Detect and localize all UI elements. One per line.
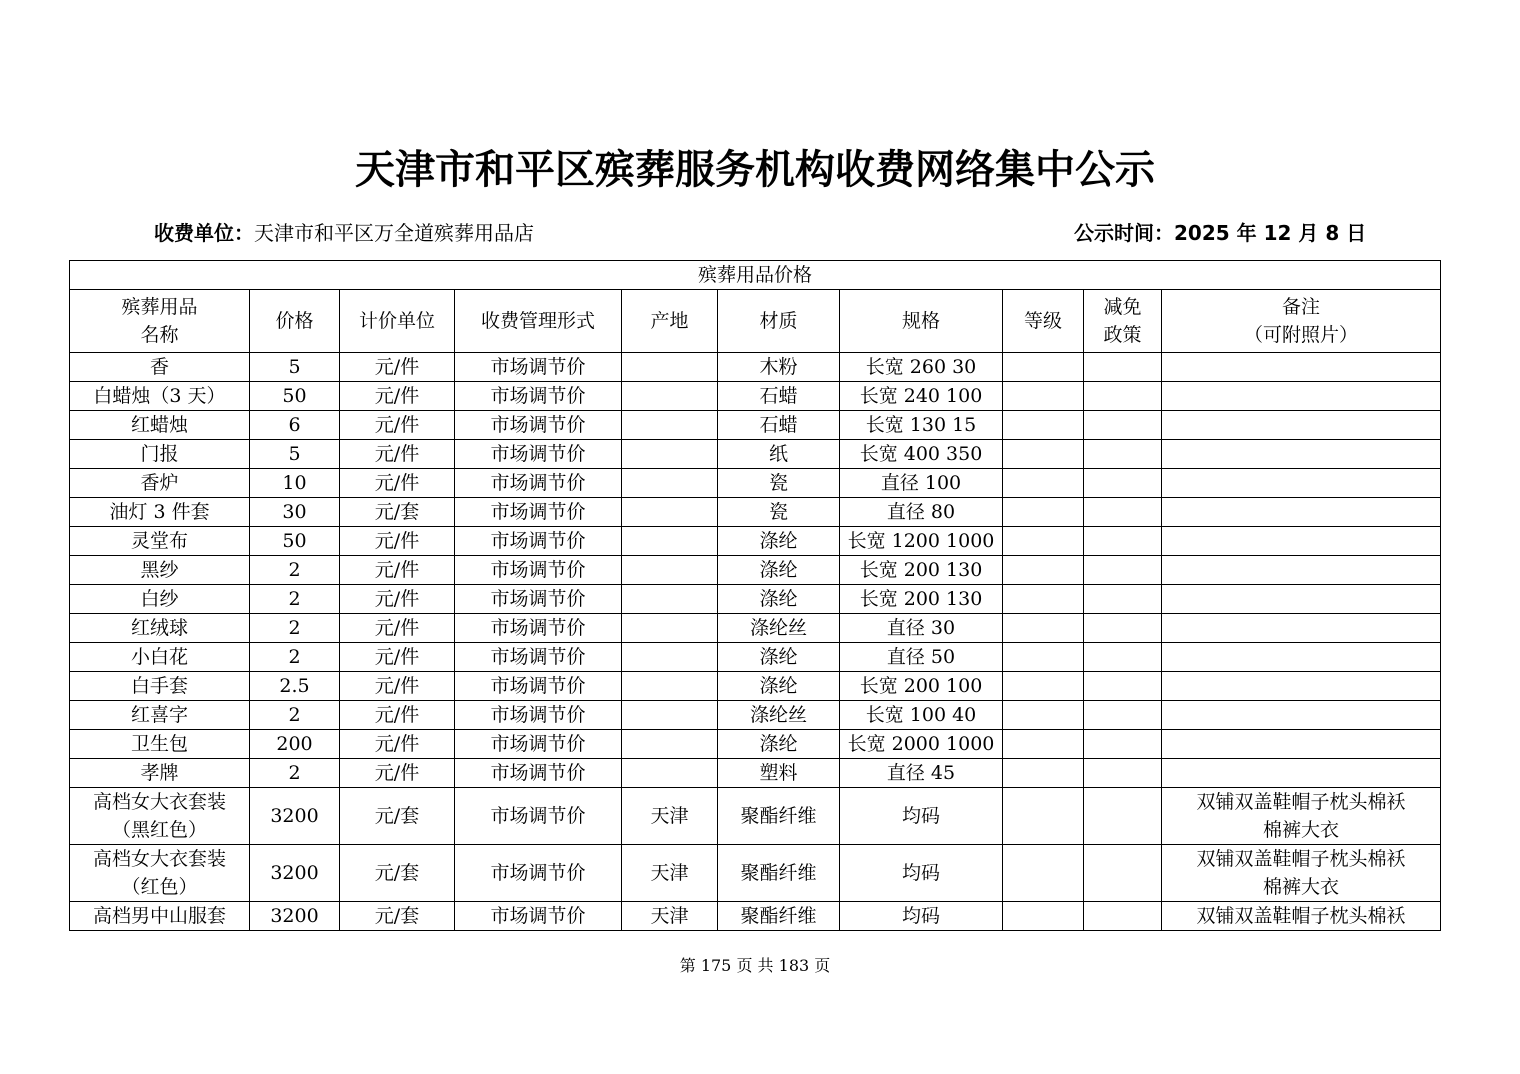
header-unit: 计价单位	[340, 290, 455, 353]
table-row	[70, 672, 1441, 701]
cell-mgmt: 市场调节价	[455, 353, 622, 382]
cell-unit: 元/件	[340, 382, 455, 411]
cell-name: 高档女大衣套装 （黑红色）	[70, 788, 250, 845]
cell-spec: 长宽 2000 1000	[840, 730, 1003, 759]
cell-name: 门报	[70, 440, 250, 469]
cell-grade	[1003, 845, 1084, 902]
cell-name: 红绒球	[70, 614, 250, 643]
cell-unit: 元/套	[340, 845, 455, 902]
header-relief: 减免 政策	[1084, 290, 1162, 353]
cell-relief	[1084, 585, 1162, 614]
cell-unit: 元/套	[340, 902, 455, 931]
cell-mgmt: 市场调节价	[455, 556, 622, 585]
cell-grade	[1003, 411, 1084, 440]
cell-remark: 双铺双盖鞋帽子枕头棉袄 棉裤大衣	[1162, 845, 1441, 902]
cell-spec: 长宽 130 15	[840, 411, 1003, 440]
page-total: 183	[778, 956, 810, 975]
cell-relief	[1084, 902, 1162, 931]
cell-remark	[1162, 440, 1441, 469]
cell-origin	[622, 556, 718, 585]
cell-material: 涤纶	[718, 556, 840, 585]
cell-relief	[1084, 469, 1162, 498]
cell-origin	[622, 382, 718, 411]
table-row	[70, 411, 1441, 440]
cell-origin	[622, 759, 718, 788]
section-title: 殡葬用品价格	[70, 261, 1441, 290]
cell-remark: 双铺双盖鞋帽子枕头棉袄 棉裤大衣	[1162, 788, 1441, 845]
header-material: 材质	[718, 290, 840, 353]
cell-unit: 元/套	[340, 788, 455, 845]
cell-origin	[622, 701, 718, 730]
cell-material: 聚酯纤维	[718, 902, 840, 931]
header-origin: 产地	[622, 290, 718, 353]
cell-origin	[622, 411, 718, 440]
cell-relief	[1084, 614, 1162, 643]
cell-relief	[1084, 527, 1162, 556]
cell-price: 5	[250, 353, 340, 382]
cell-relief	[1084, 701, 1162, 730]
table-row	[70, 614, 1441, 643]
cell-remark	[1162, 556, 1441, 585]
cell-unit: 元/件	[340, 556, 455, 585]
cell-name: 小白花	[70, 643, 250, 672]
cell-mgmt: 市场调节价	[455, 643, 622, 672]
cell-origin	[622, 585, 718, 614]
cell-origin	[622, 672, 718, 701]
cell-unit: 元/件	[340, 353, 455, 382]
cell-grade	[1003, 353, 1084, 382]
cell-price: 6	[250, 411, 340, 440]
cell-name: 卫生包	[70, 730, 250, 759]
cell-mgmt: 市场调节价	[455, 527, 622, 556]
cell-remark	[1162, 353, 1441, 382]
cell-relief	[1084, 353, 1162, 382]
cell-mgmt: 市场调节价	[455, 730, 622, 759]
cell-unit: 元/件	[340, 730, 455, 759]
cell-remark	[1162, 411, 1441, 440]
cell-material: 涤纶丝	[718, 701, 840, 730]
page-mid: 页 共	[736, 956, 774, 975]
cell-material: 塑料	[718, 759, 840, 788]
cell-origin	[622, 353, 718, 382]
cell-origin	[622, 643, 718, 672]
fee-unit-line	[154, 218, 534, 248]
cell-unit: 元/件	[340, 614, 455, 643]
cell-relief	[1084, 788, 1162, 845]
header-grade: 等级	[1003, 290, 1084, 353]
cell-origin	[622, 527, 718, 556]
cell-material: 石蜡	[718, 382, 840, 411]
cell-mgmt: 市场调节价	[455, 902, 622, 931]
cell-name: 白手套	[70, 672, 250, 701]
cell-origin: 天津	[622, 845, 718, 902]
page-footer	[0, 953, 1510, 976]
cell-relief	[1084, 382, 1162, 411]
cell-grade	[1003, 759, 1084, 788]
cell-price: 2	[250, 614, 340, 643]
cell-grade	[1003, 382, 1084, 411]
cell-unit: 元/件	[340, 440, 455, 469]
cell-mgmt: 市场调节价	[455, 614, 622, 643]
cell-unit: 元/件	[340, 411, 455, 440]
cell-name: 孝牌	[70, 759, 250, 788]
cell-spec: 长宽 200 100	[840, 672, 1003, 701]
cell-mgmt: 市场调节价	[455, 382, 622, 411]
header-row	[70, 290, 1441, 353]
cell-material: 涤纶	[718, 730, 840, 759]
cell-material: 聚酯纤维	[718, 788, 840, 845]
cell-material: 瓷	[718, 469, 840, 498]
table-row	[70, 556, 1441, 585]
cell-spec: 均码	[840, 788, 1003, 845]
table-row	[70, 585, 1441, 614]
cell-grade	[1003, 701, 1084, 730]
cell-name: 黑纱	[70, 556, 250, 585]
page-title: 天津市和平区殡葬服务机构收费网络集中公示	[355, 146, 1155, 193]
cell-spec: 长宽 240 100	[840, 382, 1003, 411]
cell-remark: 双铺双盖鞋帽子枕头棉袄	[1162, 902, 1441, 931]
cell-price: 2	[250, 585, 340, 614]
cell-spec: 直径 100	[840, 469, 1003, 498]
cell-spec: 长宽 200 130	[840, 585, 1003, 614]
cell-spec: 直径 50	[840, 643, 1003, 672]
cell-relief	[1084, 498, 1162, 527]
table-row	[70, 353, 1441, 382]
cell-price: 5	[250, 440, 340, 469]
cell-origin	[622, 440, 718, 469]
table-row	[70, 382, 1441, 411]
cell-spec: 长宽 1200 1000	[840, 527, 1003, 556]
cell-grade	[1003, 902, 1084, 931]
cell-spec: 均码	[840, 902, 1003, 931]
cell-remark	[1162, 614, 1441, 643]
cell-relief	[1084, 672, 1162, 701]
cell-unit: 元/件	[340, 585, 455, 614]
cell-price: 200	[250, 730, 340, 759]
page-prefix: 第	[679, 956, 696, 975]
cell-spec: 均码	[840, 845, 1003, 902]
cell-spec: 直径 45	[840, 759, 1003, 788]
cell-mgmt: 市场调节价	[455, 440, 622, 469]
cell-origin	[622, 730, 718, 759]
cell-relief	[1084, 759, 1162, 788]
cell-name: 油灯 3 件套	[70, 498, 250, 527]
header-remark: 备注 （可附照片）	[1162, 290, 1441, 353]
cell-price: 2	[250, 701, 340, 730]
cell-name: 灵堂布	[70, 527, 250, 556]
cell-unit: 元/件	[340, 469, 455, 498]
cell-material: 涤纶	[718, 672, 840, 701]
cell-mgmt: 市场调节价	[455, 845, 622, 902]
cell-material: 涤纶	[718, 527, 840, 556]
cell-remark	[1162, 730, 1441, 759]
cell-price: 3200	[250, 902, 340, 931]
cell-grade	[1003, 469, 1084, 498]
cell-origin	[622, 498, 718, 527]
cell-price: 2	[250, 759, 340, 788]
cell-remark	[1162, 643, 1441, 672]
cell-unit: 元/件	[340, 701, 455, 730]
cell-mgmt: 市场调节价	[455, 788, 622, 845]
cell-relief	[1084, 411, 1162, 440]
price-table	[69, 260, 1441, 931]
cell-relief	[1084, 845, 1162, 902]
cell-relief	[1084, 643, 1162, 672]
cell-unit: 元/套	[340, 498, 455, 527]
cell-mgmt: 市场调节价	[455, 759, 622, 788]
cell-material: 纸	[718, 440, 840, 469]
cell-relief	[1084, 440, 1162, 469]
cell-name: 白蜡烛（3 天）	[70, 382, 250, 411]
cell-material: 石蜡	[718, 411, 840, 440]
cell-mgmt: 市场调节价	[455, 498, 622, 527]
cell-name: 红喜字	[70, 701, 250, 730]
cell-spec: 长宽 100 40	[840, 701, 1003, 730]
cell-name: 高档男中山服套	[70, 902, 250, 931]
cell-grade	[1003, 643, 1084, 672]
cell-unit: 元/件	[340, 672, 455, 701]
cell-unit: 元/件	[340, 759, 455, 788]
page-suffix: 页	[814, 956, 831, 975]
cell-grade	[1003, 614, 1084, 643]
table-row	[70, 643, 1441, 672]
cell-mgmt: 市场调节价	[455, 701, 622, 730]
cell-origin	[622, 469, 718, 498]
cell-grade	[1003, 527, 1084, 556]
table-row	[70, 498, 1441, 527]
cell-spec: 长宽 200 130	[840, 556, 1003, 585]
cell-name: 红蜡烛	[70, 411, 250, 440]
cell-mgmt: 市场调节价	[455, 469, 622, 498]
cell-price: 3200	[250, 788, 340, 845]
cell-price: 2.5	[250, 672, 340, 701]
cell-spec: 直径 30	[840, 614, 1003, 643]
cell-remark	[1162, 672, 1441, 701]
cell-price: 50	[250, 382, 340, 411]
cell-price: 10	[250, 469, 340, 498]
page-current: 175	[700, 956, 732, 975]
cell-unit: 元/件	[340, 527, 455, 556]
cell-material: 聚酯纤维	[718, 845, 840, 902]
cell-grade	[1003, 556, 1084, 585]
header-spec: 规格	[840, 290, 1003, 353]
cell-grade	[1003, 440, 1084, 469]
cell-name: 香	[70, 353, 250, 382]
cell-grade	[1003, 672, 1084, 701]
cell-relief	[1084, 556, 1162, 585]
cell-price: 2	[250, 556, 340, 585]
cell-spec: 长宽 400 350	[840, 440, 1003, 469]
cell-spec: 长宽 260 30	[840, 353, 1003, 382]
fee-unit-value: 天津市和平区万全道殡葬用品店	[254, 221, 534, 245]
cell-remark	[1162, 527, 1441, 556]
cell-material: 木粉	[718, 353, 840, 382]
cell-material: 涤纶	[718, 643, 840, 672]
cell-remark	[1162, 469, 1441, 498]
cell-mgmt: 市场调节价	[455, 585, 622, 614]
table-row	[70, 469, 1441, 498]
header-name: 殡葬用品 名称	[70, 290, 250, 353]
cell-mgmt: 市场调节价	[455, 672, 622, 701]
cell-remark	[1162, 585, 1441, 614]
cell-material: 瓷	[718, 498, 840, 527]
cell-remark	[1162, 759, 1441, 788]
cell-name: 高档女大衣套装 （红色）	[70, 845, 250, 902]
cell-remark	[1162, 382, 1441, 411]
table-row	[70, 527, 1441, 556]
cell-grade	[1003, 788, 1084, 845]
cell-grade	[1003, 730, 1084, 759]
cell-origin: 天津	[622, 902, 718, 931]
cell-name: 白纱	[70, 585, 250, 614]
publish-date: 公示时间：2025 年 12 月 8 日	[1074, 221, 1367, 245]
cell-remark	[1162, 498, 1441, 527]
cell-relief	[1084, 730, 1162, 759]
table-row	[70, 730, 1441, 759]
table-row	[70, 440, 1441, 469]
cell-material: 涤纶	[718, 585, 840, 614]
table-row	[70, 902, 1441, 931]
cell-name: 香炉	[70, 469, 250, 498]
header-mgmt: 收费管理形式	[455, 290, 622, 353]
cell-grade	[1003, 585, 1084, 614]
cell-price: 2	[250, 643, 340, 672]
cell-unit: 元/件	[340, 643, 455, 672]
cell-remark	[1162, 701, 1441, 730]
table-row	[70, 759, 1441, 788]
table-row	[70, 845, 1441, 902]
cell-spec: 直径 80	[840, 498, 1003, 527]
table-row	[70, 701, 1441, 730]
cell-grade	[1003, 498, 1084, 527]
cell-origin	[622, 614, 718, 643]
cell-material: 涤纶丝	[718, 614, 840, 643]
header-price: 价格	[250, 290, 340, 353]
cell-price: 50	[250, 527, 340, 556]
fee-unit-label: 收费单位：	[154, 221, 254, 245]
cell-origin: 天津	[622, 788, 718, 845]
cell-mgmt: 市场调节价	[455, 411, 622, 440]
cell-price: 3200	[250, 845, 340, 902]
cell-price: 30	[250, 498, 340, 527]
table-row	[70, 788, 1441, 845]
